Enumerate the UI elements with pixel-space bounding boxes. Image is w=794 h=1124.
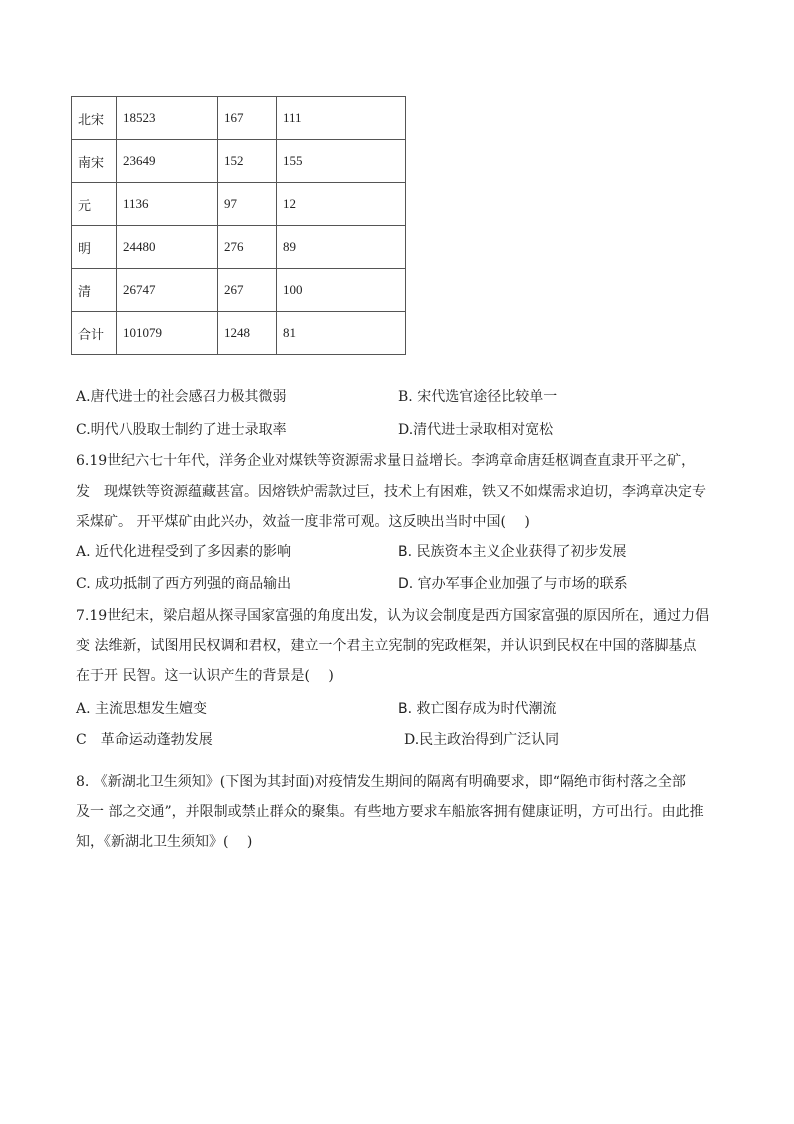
data-table-body [72,97,406,355]
table-cell-value: 267 [218,269,277,312]
table-cell-dynasty: 元 [72,183,117,226]
q7-options-row-2 [76,730,726,750]
q7-stem-line-2: 变 法维新，试图用民权调和君权，建立一个君主立宪制的宪政框架，并认识到民权在中国的落脚基点 [76,638,697,654]
table-cell-value: 276 [218,226,277,269]
table-cell-value: 18523 [117,97,218,140]
q6-options-row-2 [76,574,726,594]
q7-option-a[interactable]: A. 主流思想发生嬗变 [76,701,208,717]
table-cell-dynasty: 合计 [72,312,117,355]
table-cell-dynasty: 南宋 [72,140,117,183]
table-cell-value: 26747 [117,269,218,312]
table-row [72,269,406,312]
q6-option-c[interactable]: C. 成功抵制了西方列强的商品输出 [76,576,292,592]
q5-option-c[interactable]: C.明代八股取士制约了进士录取率 [76,422,287,438]
table-cell-value: 1248 [218,312,277,355]
q6-stem-line-3: 采煤矿。 开平煤矿由此兴办，效益一度非常可观。这反映出当时中国( ) [76,514,530,530]
table-row [72,312,406,355]
table-cell-dynasty: 清 [72,269,117,312]
table-cell-value: 81 [277,312,406,355]
table-cell-value: 100 [277,269,406,312]
q6-option-a[interactable]: A. 近代化进程受到了多因素的影响 [76,544,292,560]
table-cell-value: 23649 [117,140,218,183]
table-cell-value: 155 [277,140,406,183]
q5-options-row-1 [76,387,726,407]
q7-option-d[interactable]: D.民主政治得到广泛认同 [404,732,560,748]
q6-option-b[interactable]: B. 民族资本主义企业获得了初步发展 [398,544,627,560]
table-cell-value: 89 [277,226,406,269]
q5-option-a[interactable]: A.唐代进士的社会感召力极其微弱 [76,389,287,405]
table-cell-value: 111 [277,97,406,140]
q5-options-row-2 [76,420,726,440]
table-cell-value: 12 [277,183,406,226]
table-cell-value: 167 [218,97,277,140]
q7-option-c[interactable]: C 革命运动蓬勃发展 [76,732,213,748]
q6-stem-line-1: 6.19世纪六七十年代，洋务企业对煤铁等资源需求量日益增长。李鸿章命唐廷枢调查直隶开平之矿， [76,453,696,469]
table-row [72,140,406,183]
table-cell-value: 97 [218,183,277,226]
q6-option-d[interactable]: D. 官办军事企业加强了与市场的联系 [398,576,628,592]
table-cell-value: 152 [218,140,277,183]
q6-stem-line-2: 发 现煤铁等资源蕴藏甚富。因熔铁炉需款过巨，技术上有困难，铁又不如煤需求迫切，李鸿章决定专 [76,484,706,500]
table-row [72,226,406,269]
q8-stem-line-2: 及一 部之交通”，并限制或禁止群众的聚集。有些地方要求车船旅客拥有健康证明，方可出行。由此推 [76,804,704,820]
q8-stem-line-1: 8. 《新湖北卫生须知》(下图为其封面)对疫情发生期间的隔离有明确要求，即“隔绝市街村落之全部 [76,774,686,790]
q5-option-d[interactable]: D.清代进士录取相对宽松 [398,422,554,438]
q7-options-row-1 [76,699,726,719]
q5-option-b[interactable]: B. 宋代选官途径比较单一 [398,389,558,405]
table-row [72,183,406,226]
table-row [72,97,406,140]
q7-stem-line-1: 7.19世纪末，梁启超从探寻国家富强的角度出发，认为议会制度是西方国家富强的原因所在，通过力倡 [76,608,710,624]
q8-stem-line-3: 知，《新湖北卫生须知》( ) [76,834,253,850]
q7-stem-line-3: 在于开 民智。这一认识产生的背景是( ) [76,668,334,684]
q7-option-b[interactable]: B. 救亡图存成为时代潮流 [398,701,557,717]
table-cell-value: 1136 [117,183,218,226]
data-table [71,96,406,355]
q6-options-row-1 [76,542,726,562]
table-cell-value: 101079 [117,312,218,355]
table-cell-dynasty: 明 [72,226,117,269]
table-cell-dynasty: 北宋 [72,97,117,140]
table-cell-value: 24480 [117,226,218,269]
